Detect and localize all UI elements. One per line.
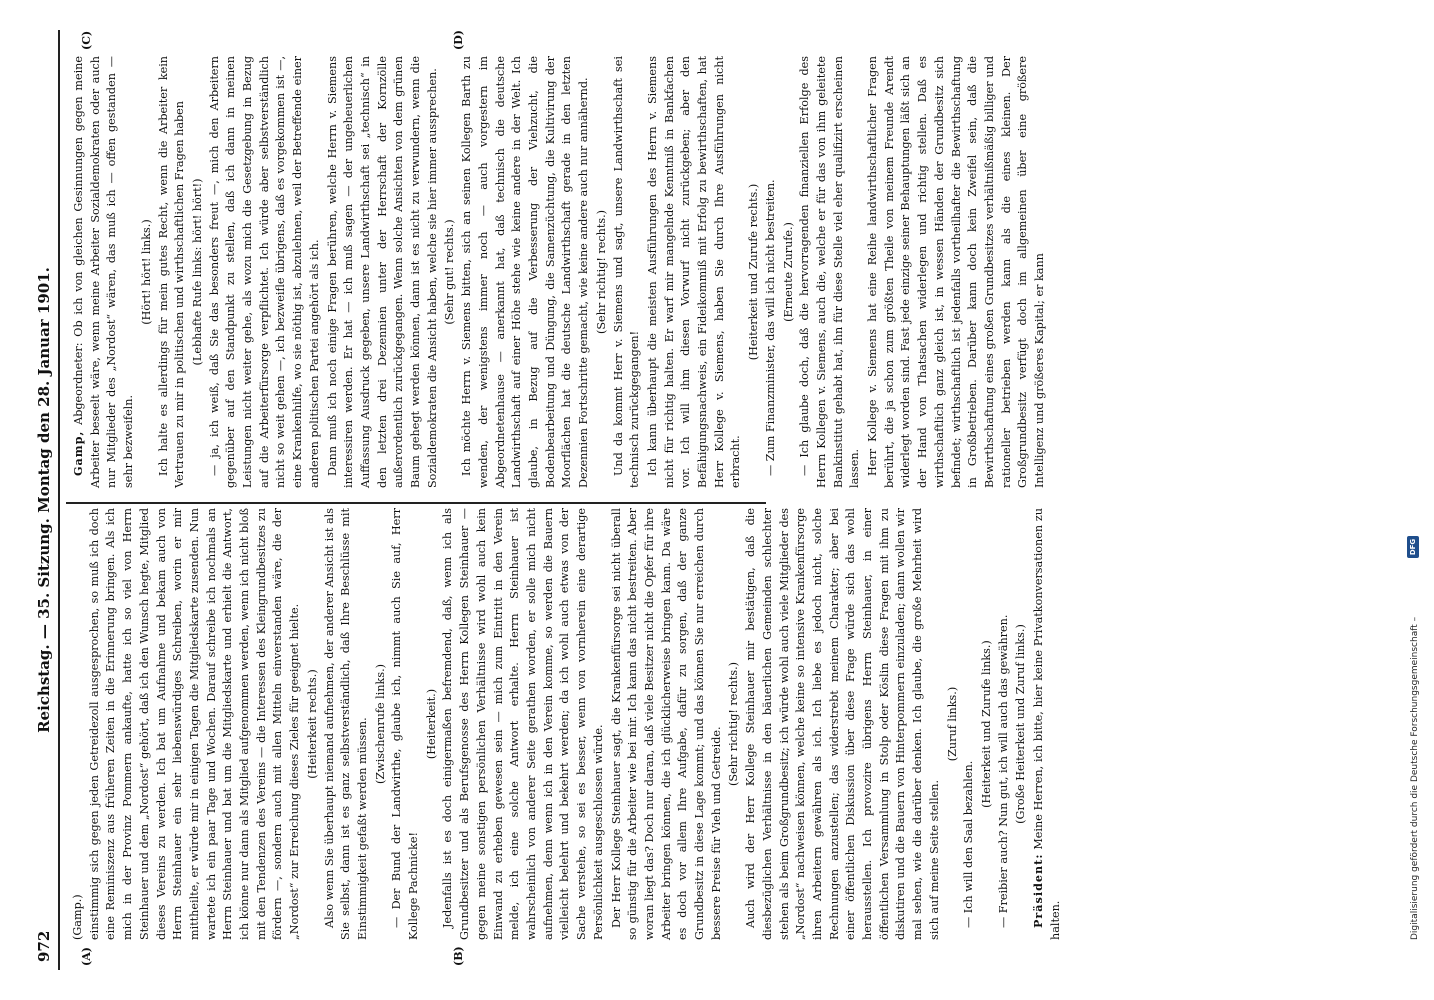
interjection: (Sehr gut! rechts.) <box>443 219 457 325</box>
paragraph: Auch wird der Herr Kollege Steinhauer mir bestätigen, daß die diesbezüglichen Verhältnisse in den bäuerlichen Gemeinden schlechter stehen als beim Großgrundbesitz; ich würde wohl auch viele Mitglieder des „Nordost“ nachweisen können, welche keine so intensive Krankenfürsorge ihren Arbeitern gewähren als ich. Ich liebe es jedoch nicht, solche Rechnungen anzustellen; das widerstrebt meinem Charakter; aber bei einer öffentlichen Diskussion über diese Frage würde sich das wohl herausstellen. Ich provozire übrigens Herrn Steinhauer, in einer öffentlichen Versammlung in Stolp oder Köslin diese Fragen mit ihm zu diskutiren und die Bauern von Hinterpommern einzuladen; dann wollen wir mal sehen, wie die darüber denken. Ich glaube, die große Mehrheit wird sich auf meine Seite stellen. <box>744 508 941 940</box>
column-divider <box>66 503 766 505</box>
paragraph: — Ich glaube doch, daß die hervorragenden finanziellen Erfolge des Herrn Kollegen v. Siemens, auch die, welche er für das von ihm geleitete Bankinstitut gehabt hat, ihn für diese Stelle viel eher qualifizirt erscheinen lassen. <box>798 56 862 488</box>
paragraph: Herr Kollege v. Siemens hat eine Reihe landwirthschaftlicher Fragen berührt, die ja schon zum größten Theile von meinem Freunde Arendt widerlegt worden sind. Fast jede einzige seiner Behauptungen läßt sich an der Hand von Thatsachen widerlegen und richtig stellen. Daß es wirthschaftlich ganz gleich ist, in wessen Händen der Grundbesitz sich befindet; wirthschaftlich ist jedenfalls vortheilhafter die Bewirthschaftung in Großbetrieben. Darüber kann doch kein Zweifel sein, daß die Bewirthschaftung eines großen Grundbesitzes verhältnißmäßig billiger und rationeller betrieben werden kann als die eines kleinen. Der Großgrundbesitz verfügt doch im allgemeinen über eine größere Intelligenz und größeres Kapital; er kann <box>866 56 1047 488</box>
interjection: (Heiterkeit und Zurufe rechts.) <box>747 183 761 361</box>
interjection: (Zuruf links.) <box>945 686 959 762</box>
interjection: (Hört! hört! links.) <box>139 219 153 325</box>
page-title: Reichstag. — 35. Sitzung. Montag den 28. Januar 1901. <box>35 267 53 733</box>
paragraph: einstimmig sich gegen jeden Getreidezoll ausgesprochen, so muß ich doch eine Reminiszenz aus früheren Zeiten in die Erinnerung bringen. Als ich mich in der Provinz Pommern ankaufte, hatte ich so viel von Herrn Steinhauer und dem „Nordost“ gehört, daß ich den Wunsch hegte, Mitglied dieses Vereins zu werden. Ich bat um Aufnahme und bekam auch von Herrn Steinhauer ein sehr liebenswürdiges Schreiben, worin er mir mittheilte, er würde mir in einigen Tagen die Mitgliedskarte zusenden. Nun wartete ich ein paar Tage und Wochen. Darauf schreibe ich nochmals an Herrn Steinhauer und bat um die Mitgliedskarte und erhielt die Antwort, ich könne nur dann als Mitglied aufgenommen werden, wenn ich nicht bloß mit den Tendenzen des Vereins — die Interessen des Kleingrundbesitzes zu fördern —, sondern auch mit allen Mitteln einverstanden wäre, die der „Nordost“ zur Erreichung dieses Zieles für geeignet hielte. <box>87 508 302 940</box>
interjection: (Heiterkeit.) <box>424 688 438 760</box>
paragraph: — Ich will den Saal bezahlen. <box>962 760 976 928</box>
interjection: (Heiterkeit rechts.) <box>305 669 319 779</box>
paragraph <box>70 56 138 488</box>
paragraph: — Zum Finanzminister, das will ich nicht bestreiten. <box>763 179 777 476</box>
margin-marker-b: (B) <box>452 946 465 966</box>
speaker-name: Gamp, <box>71 430 85 476</box>
interjection: (Lebhafte Rufe links: hört! hört!) <box>190 178 204 366</box>
paragraph: — ja, ich weiß, daß Sie das besonders freut —, mich den Arbeitern gegenüber auf den Standpunkt zu stellen, daß ich dann in meinen Leistungen nicht weiter gehe, als wozu mich die Gesetzgebung in Bezug auf die Arbeiterfürsorge verpflichtet. Ich würde aber selbstverständlich nicht so weit gehen —, ich bezweifle übrigens, daß es vorgekommen ist —, eine Krankenhilfe, wo sie nöthig ist, abzulehnen, weil der Betreffende einer anderen politischen Partei angehört als ich. <box>207 56 321 488</box>
paragraph: — Freibier auch? Nun gut, ich will auch das gewähren. <box>996 614 1010 928</box>
paragraph: Dann muß ich noch einige Fragen berühren, welche Herrn v. Siemens interessiren werden. Er hat — ich muß sagen — der ungeheuerlichen Auffassung Ausdruck gegeben, unsere Landwirthschaft sei „technisch“ in den letzten drei Dezennien unter der Herrschaft der Kornzölle außerordentlich zurückgegangen. Wenn solche Ansichten von dem grünen Baum gehegt werden können, dann ist es nicht zu verwundern, wenn die Sozialdemokraten die Ansicht haben, welche sie hier immer aussprechen. <box>325 56 439 488</box>
paragraph: Der Herr Kollege Steinhauer sagt, die Krankenfürsorge sei nicht überall so günstig für die Arbeiter wie bei mir. Ich kann das nicht bestreiten. Aber woran liegt das? Doch nur daran, daß viele Besitzer nicht die Opfer für ihre Arbeiter bringen können, die ich glücklicherweise bringen kann. Da wäre es doch vor allem Ihre Aufgabe, dafür zu sorgen, daß der ganze Grundbesitz in diese Lage kommt; und das können Sie nur erreichen durch bessere Preise für Vieh und Getreide. <box>609 508 723 940</box>
paragraph: Ich kann überhaupt die meisten Ausführungen des Herrn v. Siemens nicht für richtig halten. Er warf mir mangelnde Kenntniß in Bankfachen vor. Ich will ihm diesen Vorwurf nicht zurückgeben; aber den Befähigungsnachweis, ein Fideikommiß mit Erfolg zu bewirthschaften, hat Herr Kollege v. Siemens, haben Sie durch Ihre Ausführungen nicht erbracht. <box>645 56 743 488</box>
paragraph: Ich möchte Herrn v. Siemens bitten, sich an seinen Kollegen Barth zu wenden, der wenigstens immer noch — auch vorgestern im Abgeordnetenhause — anerkannt hat, daß technisch die deutsche Landwirthschaft auf einer Höhe stehe wie keine andere in der Welt. Ich glaube, in Bezug auf die Verbesserung der Viehzucht, die Bodenbearbeitung und Düngung, die Samenzüchtung, die Kultivirung der Moorflächen hat die deutsche Landwirthschaft gerade in den letzten Dezennien Fortschritte gemacht, wie keine andere auch nur annähernd. <box>460 56 591 488</box>
paragraph: Also wenn Sie überhaupt niemand aufnehmen, der anderer Ansicht ist als Sie selbst, dann ist es ganz selbstverständlich, daß Ihre Beschlüsse mit Einstimmigkeit gefaßt werden müssen. <box>322 508 369 940</box>
interjection: (Sehr richtig! rechts.) <box>594 209 608 335</box>
speaker-name: Präsident: <box>1031 853 1046 928</box>
paragraph: Ich halte es allerdings für mein gutes Recht, wenn die Arbeiter kein Vertrauen zu mir in politischen und wirthschaftlichen Fragen haben <box>156 56 187 488</box>
paragraph: — Der Bund der Landwirthe, glaube ich, nimmt auch Sie auf, Herr Kollege Pachnicke! <box>390 508 421 940</box>
paragraph-text: Abgeordneter: Ob ich von gleichen Gesinnungen gegen meine Arbeiter beseelt wäre, wenn meine Arbeiter Sozialdemokraten oder auch nur Mitglieder des „Nordost“ wären, das muß ich — offen gestanden — sehr bezweifeln. <box>72 56 136 488</box>
interjection: (Große Heiterkeit und Zuruf links.) <box>1014 624 1028 824</box>
interjection: (Sehr richtig! rechts.) <box>727 661 741 787</box>
left-column <box>70 507 1062 940</box>
margin-marker-c: (C) <box>80 30 93 50</box>
margin-marker-a: (A) <box>80 947 93 966</box>
right-column <box>70 56 1047 488</box>
interjection: (Erneute Zurufe.) <box>781 222 795 322</box>
paragraph <box>1030 508 1064 940</box>
digitization-note: Digitalisierung gefördert durch die Deutsche Forschungsgemeinschaft – <box>1410 616 1420 940</box>
interjection: (Heiterkeit und Zurufe links.) <box>979 640 993 808</box>
speaker-continuation: (Gamp.) <box>71 894 84 940</box>
page-header <box>32 30 60 970</box>
paragraph: Und da kommt Herr v. Siemens und sagt, unsere Landwirthschaft sei technisch zurückgegangen! <box>611 56 642 488</box>
interjection: (Zwischenrufe links.) <box>373 664 387 785</box>
page-number: 972 <box>35 930 53 962</box>
paragraph-text: Meine Herren, ich bitte, hier keine Privatkonversationen zu halten. <box>1032 507 1062 940</box>
paragraph: Jedenfalls ist es doch einigermaßen befremdend, daß, wenn ich als Grundbesitzer und als Berufsgenosse des Herrn Kollegen Steinhauer — gegen meine sonstigen persönlichen Verhältnisse wird wohl auch kein Einwand zu erheben gewesen sein — mich zum Eintritt in den Verein melde, ich eine solche Antwort erhalte. Herrn Steinhauer ist wahrscheinlich von anderer Seite gerathen worden, er solle mich nicht aufnehmen, denn wenn ich in den Verein komme, so werden die Bauern vielleicht belehrt und bekehrt werden; da ich wohl auch etwas von der Sache verstehe, so sei es besser, wenn von vornherein eine derartige Persönlichkeit ausgeschlossen würde. <box>441 508 605 940</box>
margin-marker-d: (D) <box>452 30 465 50</box>
dfg-logo: DFG <box>1407 536 1419 558</box>
